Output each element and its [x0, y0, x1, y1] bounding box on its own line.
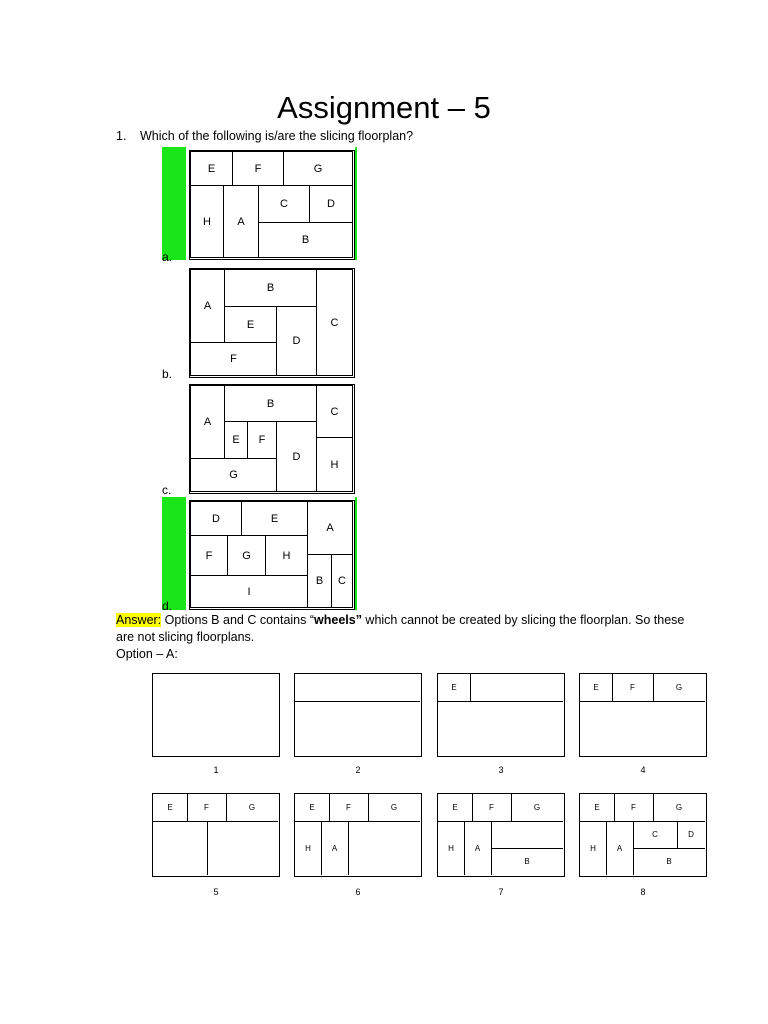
- step-6-diagram: [294, 793, 422, 877]
- step-7-upper-right: [491, 821, 563, 849]
- block-h: H: [190, 185, 224, 258]
- block-a: A: [321, 821, 349, 875]
- block-g: G: [368, 794, 420, 822]
- answer-label: Answer:: [116, 613, 162, 627]
- block-e: E: [580, 794, 615, 822]
- block-a: A: [190, 385, 225, 459]
- step-7-caption: 7: [498, 887, 504, 897]
- block-c: C: [331, 554, 353, 608]
- answer-paragraph: [116, 612, 696, 646]
- step-3-caption: 3: [498, 765, 504, 775]
- floorplan-b: [189, 268, 355, 378]
- option-a-heading: Option – A:: [116, 647, 178, 661]
- option-d-highlight: [162, 497, 186, 610]
- option-c-label: c.: [162, 483, 172, 497]
- block-g: G: [511, 794, 563, 822]
- question-1: [116, 129, 413, 143]
- block-g: G: [227, 535, 266, 576]
- option-b-label: b.: [162, 367, 173, 381]
- step-2-caption: 2: [355, 765, 361, 775]
- block-b: B: [666, 857, 672, 866]
- step-2-diagram: [294, 673, 422, 757]
- block-f: F: [614, 794, 654, 822]
- block-d: D: [677, 821, 705, 849]
- block-f: F: [247, 421, 277, 459]
- step-5-caption: 5: [213, 887, 219, 897]
- block-a: A: [190, 269, 225, 343]
- block-h: H: [438, 821, 465, 875]
- block-h: H: [580, 821, 607, 875]
- answer-text-1: Options B and C contains “: [161, 613, 315, 627]
- step-3-diagram: [437, 673, 565, 757]
- block-e: E: [153, 794, 188, 822]
- block-b: B: [307, 554, 332, 608]
- question-text: Which of the following is/are the slicing floorplan?: [140, 129, 414, 143]
- block-c: C: [633, 821, 678, 849]
- block-e: E: [224, 306, 277, 343]
- option-d-label: d.: [162, 599, 173, 613]
- block-e: E: [580, 674, 613, 702]
- block-f: F: [190, 535, 228, 576]
- option-a-highlight-edge: [355, 147, 357, 260]
- block-a: A: [307, 501, 353, 555]
- block-a: A: [606, 821, 634, 875]
- step-1-caption: 1: [213, 765, 219, 775]
- step-6-caption: 6: [355, 887, 361, 897]
- block-e: E: [295, 794, 330, 822]
- block-d: D: [276, 421, 317, 492]
- block-g: G: [653, 674, 705, 702]
- block-f: F: [472, 794, 512, 822]
- block-f: F: [612, 674, 654, 702]
- floorplan-a: [189, 150, 355, 260]
- block-h: H: [295, 821, 322, 875]
- block-b: B: [258, 222, 353, 258]
- question-number: 1.: [116, 129, 127, 143]
- block-h: H: [265, 535, 308, 576]
- page-title: Assignment – 5: [277, 90, 491, 125]
- step-2-top: [295, 674, 420, 702]
- answer-bold-wheels: wheels”: [314, 613, 362, 627]
- block-f: F: [232, 151, 284, 186]
- block-d: D: [190, 501, 242, 536]
- option-d-highlight-edge: [355, 497, 357, 610]
- block-f: F: [190, 342, 277, 376]
- block-g: G: [226, 794, 278, 822]
- step-1-diagram: [152, 673, 280, 757]
- block-d: D: [309, 185, 353, 223]
- block-a: A: [223, 185, 259, 258]
- block-h: H: [316, 437, 353, 492]
- block-e: E: [241, 501, 308, 536]
- floorplan-c: [189, 384, 355, 494]
- block-g: G: [283, 151, 353, 186]
- block-g: G: [653, 794, 705, 822]
- step-3-top-rest: [470, 674, 563, 702]
- step-8-diagram: [579, 793, 707, 877]
- block-a: A: [464, 821, 492, 875]
- block-b: B: [524, 857, 530, 866]
- block-e: E: [224, 421, 248, 459]
- option-a-label: a.: [162, 250, 173, 264]
- block-g: G: [190, 458, 277, 492]
- block-e: E: [438, 674, 471, 702]
- step-5-diagram: [152, 793, 280, 877]
- block-b: B: [224, 385, 317, 422]
- step-5-left-region: [153, 821, 208, 875]
- block-i: I: [190, 575, 308, 608]
- option-a-highlight: [162, 147, 186, 260]
- step-4-diagram: [579, 673, 707, 757]
- step-7-diagram: [437, 793, 565, 877]
- floorplan-d: [189, 500, 355, 610]
- block-e: E: [190, 151, 233, 186]
- block-c: C: [316, 269, 353, 376]
- block-c: C: [316, 385, 353, 438]
- block-b: B: [224, 269, 317, 307]
- block-d: D: [276, 306, 317, 376]
- block-f: F: [187, 794, 227, 822]
- block-f: F: [329, 794, 369, 822]
- step-8-caption: 8: [640, 887, 646, 897]
- block-e: E: [438, 794, 473, 822]
- block-c: C: [258, 185, 310, 223]
- answer-text-2: which cannot be created by slicing the floorplan. So these are not slicing floorplans.: [116, 613, 685, 644]
- step-4-caption: 4: [640, 765, 646, 775]
